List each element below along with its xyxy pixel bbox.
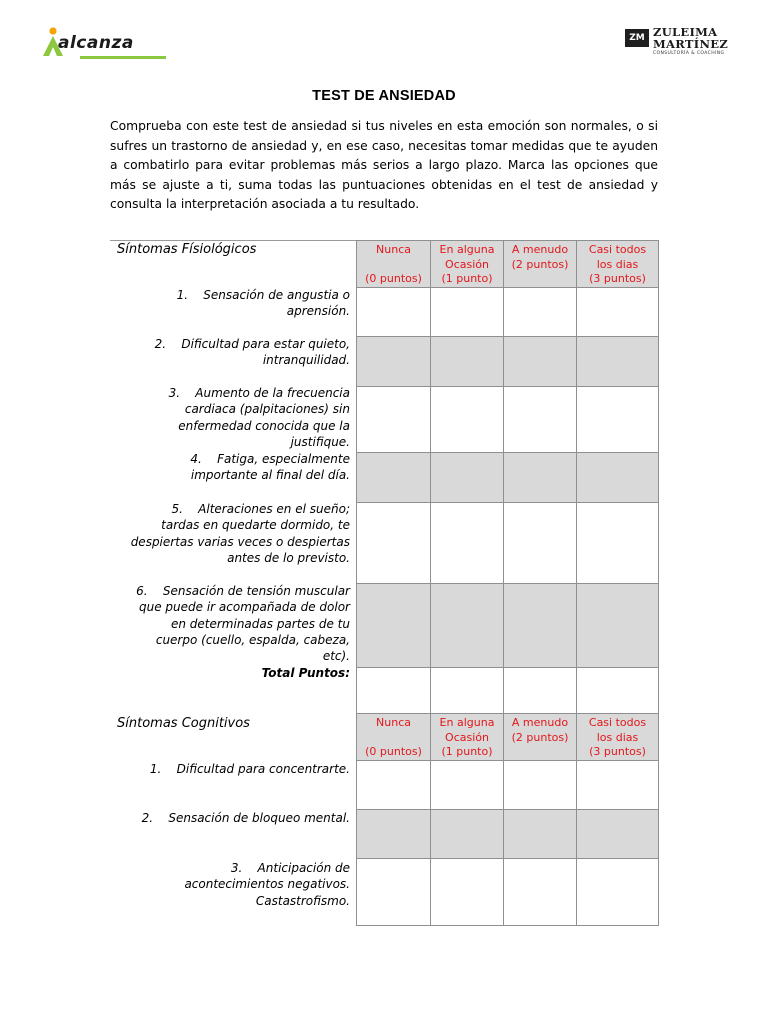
col-header-line: En alguna (439, 243, 495, 256)
answer-cell[interactable] (577, 387, 659, 453)
col-alguna-ocasion-header (431, 241, 504, 288)
answer-cell[interactable] (577, 761, 659, 810)
answer-cell[interactable] (357, 337, 431, 387)
question-item: 5. Alteraciones en el sueño; tardas en quedarte dormido, te despiertas varias veces o despiertas antes de lo previsto. (130, 502, 350, 565)
col-header-line: Nunca (376, 243, 411, 256)
col-alguna-ocasion-header (431, 714, 504, 761)
col-header-spacer (357, 731, 430, 746)
zm-badge: ZM (625, 29, 649, 47)
answer-row (357, 810, 659, 859)
answer-cell[interactable] (431, 761, 504, 810)
question-item: 3. Anticipación de acontecimientos negativos. Castastrofismo. (184, 861, 350, 908)
logo-name (653, 26, 728, 50)
answer-cell[interactable] (504, 453, 577, 503)
section-rule (110, 240, 358, 241)
section-title-cognitivos: Síntomas Cognitivos (117, 716, 250, 731)
question-item: 3. Aumento de la frecuencia cardiaca (palpitaciones) sin enfermedad conocida que la justifique. (168, 386, 350, 449)
answer-cell[interactable] (577, 453, 659, 503)
answer-cell[interactable] (504, 584, 577, 668)
zuleima-martinez-logo (625, 26, 735, 60)
answer-cell[interactable] (357, 288, 431, 337)
col-header-line: Nunca (376, 716, 411, 729)
question-item: 2. Dificultad para estar quieto, intranquilidad. (154, 337, 350, 368)
answer-cell[interactable] (577, 288, 659, 337)
col-header-spacer (357, 258, 430, 273)
answer-cell[interactable] (431, 503, 504, 584)
col-header-line: (0 puntos) (365, 272, 422, 285)
section-title-fisiologicos: Síntomas Físiológicos (117, 242, 257, 257)
question-item: 4. Fatiga, especialmente importante al final del día. (190, 452, 350, 483)
answer-cell[interactable] (504, 337, 577, 387)
page-title: TEST DE ANSIEDAD (312, 88, 456, 104)
col-header-line: A menudo (511, 243, 569, 256)
col-nunca-header (357, 714, 431, 761)
fisiologicos-grid (356, 240, 659, 716)
answer-cell[interactable] (357, 810, 431, 859)
answer-cell[interactable] (504, 288, 577, 337)
answer-cell[interactable] (431, 337, 504, 387)
col-casi-todos-header (577, 241, 659, 288)
answer-cell[interactable] (357, 584, 431, 668)
total-cell[interactable] (577, 668, 659, 716)
alcanza-wordmark: alcanza (58, 33, 134, 53)
answer-cell[interactable] (431, 288, 504, 337)
col-header-line: (3 puntos) (589, 745, 646, 758)
alcanza-underline (80, 56, 166, 59)
answer-cell[interactable] (504, 761, 577, 810)
answer-cell[interactable] (577, 503, 659, 584)
answer-cell[interactable] (357, 503, 431, 584)
answer-cell[interactable] (504, 859, 577, 926)
col-a-menudo-header (504, 241, 577, 288)
col-header-line: (2 puntos) (511, 257, 569, 271)
col-a-menudo-header (504, 714, 577, 761)
answer-cell[interactable] (431, 387, 504, 453)
header-row (357, 241, 659, 288)
answer-cell[interactable] (357, 761, 431, 810)
question-item: 6. Sensación de tensión muscular que puede ir acompañada de dolor en determinadas partes de tu cuerpo (cuello, espalda, cabeza, etc). (136, 584, 350, 664)
total-row (357, 668, 659, 716)
col-header-line: (1 punto) (441, 745, 493, 758)
answer-cell[interactable] (577, 584, 659, 668)
answer-cell[interactable] (431, 584, 504, 668)
answer-cell[interactable] (431, 810, 504, 859)
answer-cell[interactable] (357, 453, 431, 503)
answer-cell[interactable] (577, 337, 659, 387)
col-header-line: (3 puntos) (589, 272, 646, 285)
answer-cell[interactable] (431, 453, 504, 503)
col-header-line: (0 puntos) (365, 745, 422, 758)
question-item: 1. Dificultad para concentrarte. (149, 762, 350, 776)
answer-cell[interactable] (504, 387, 577, 453)
col-header-line: Casi todos (588, 243, 647, 256)
col-header-line: (1 punto) (441, 272, 493, 285)
col-header-line: Casi todos (588, 716, 647, 729)
col-header-line: (2 puntos) (511, 730, 569, 744)
answer-row (357, 337, 659, 387)
header-row (357, 714, 659, 761)
answer-row (357, 859, 659, 926)
logo-name-first: ZULEIMA (653, 25, 718, 39)
logo-name-last: MARTÍNEZ (653, 37, 729, 51)
col-header-line: A menudo (511, 716, 569, 729)
total-cell[interactable] (504, 668, 577, 716)
answer-row (357, 584, 659, 668)
total-cell[interactable] (431, 668, 504, 716)
question-item: 2. Sensación de bloqueo mental. (141, 811, 350, 825)
answer-row (357, 453, 659, 503)
total-puntos-label: Total Puntos: (261, 666, 350, 680)
answer-row (357, 503, 659, 584)
col-header-line: Ocasión (445, 257, 489, 271)
answer-row (357, 761, 659, 810)
answer-row (357, 288, 659, 337)
alcanza-logo (40, 26, 170, 60)
answer-cell[interactable] (431, 859, 504, 926)
intro-paragraph: Comprueba con este test de ansiedad si tus niveles en esta emoción son normales, o si sufres un trastorno de ansiedad y, en ese caso, necesitas tomar medidas que te ayuden a combatirlo para evitar problemas más serios a largo plazo. Marca las opciones que más se ajuste a ti, suma todas las puntuaciones obtenidas en el test de ansiedad y consulta la interpretación asociada a tu resultado. (110, 119, 658, 211)
answer-cell[interactable] (577, 859, 659, 926)
col-header-line: los dias (596, 257, 639, 271)
question-item: 1. Sensación de angustia o aprensión. (176, 288, 350, 319)
answer-cell[interactable] (357, 387, 431, 453)
answer-cell[interactable] (357, 859, 431, 926)
logo-tagline: CONSULTORÍA & COACHING (653, 51, 725, 56)
answer-cell[interactable] (577, 810, 659, 859)
col-header-line: Ocasión (445, 730, 489, 744)
answer-row (357, 387, 659, 453)
col-casi-todos-header (577, 714, 659, 761)
col-nunca-header (357, 241, 431, 288)
col-header-line: En alguna (439, 716, 495, 729)
answer-cell[interactable] (504, 503, 577, 584)
answer-cell[interactable] (504, 810, 577, 859)
cognitivos-grid (356, 713, 659, 926)
total-cell[interactable] (357, 668, 431, 716)
col-header-line: los dias (596, 730, 639, 744)
